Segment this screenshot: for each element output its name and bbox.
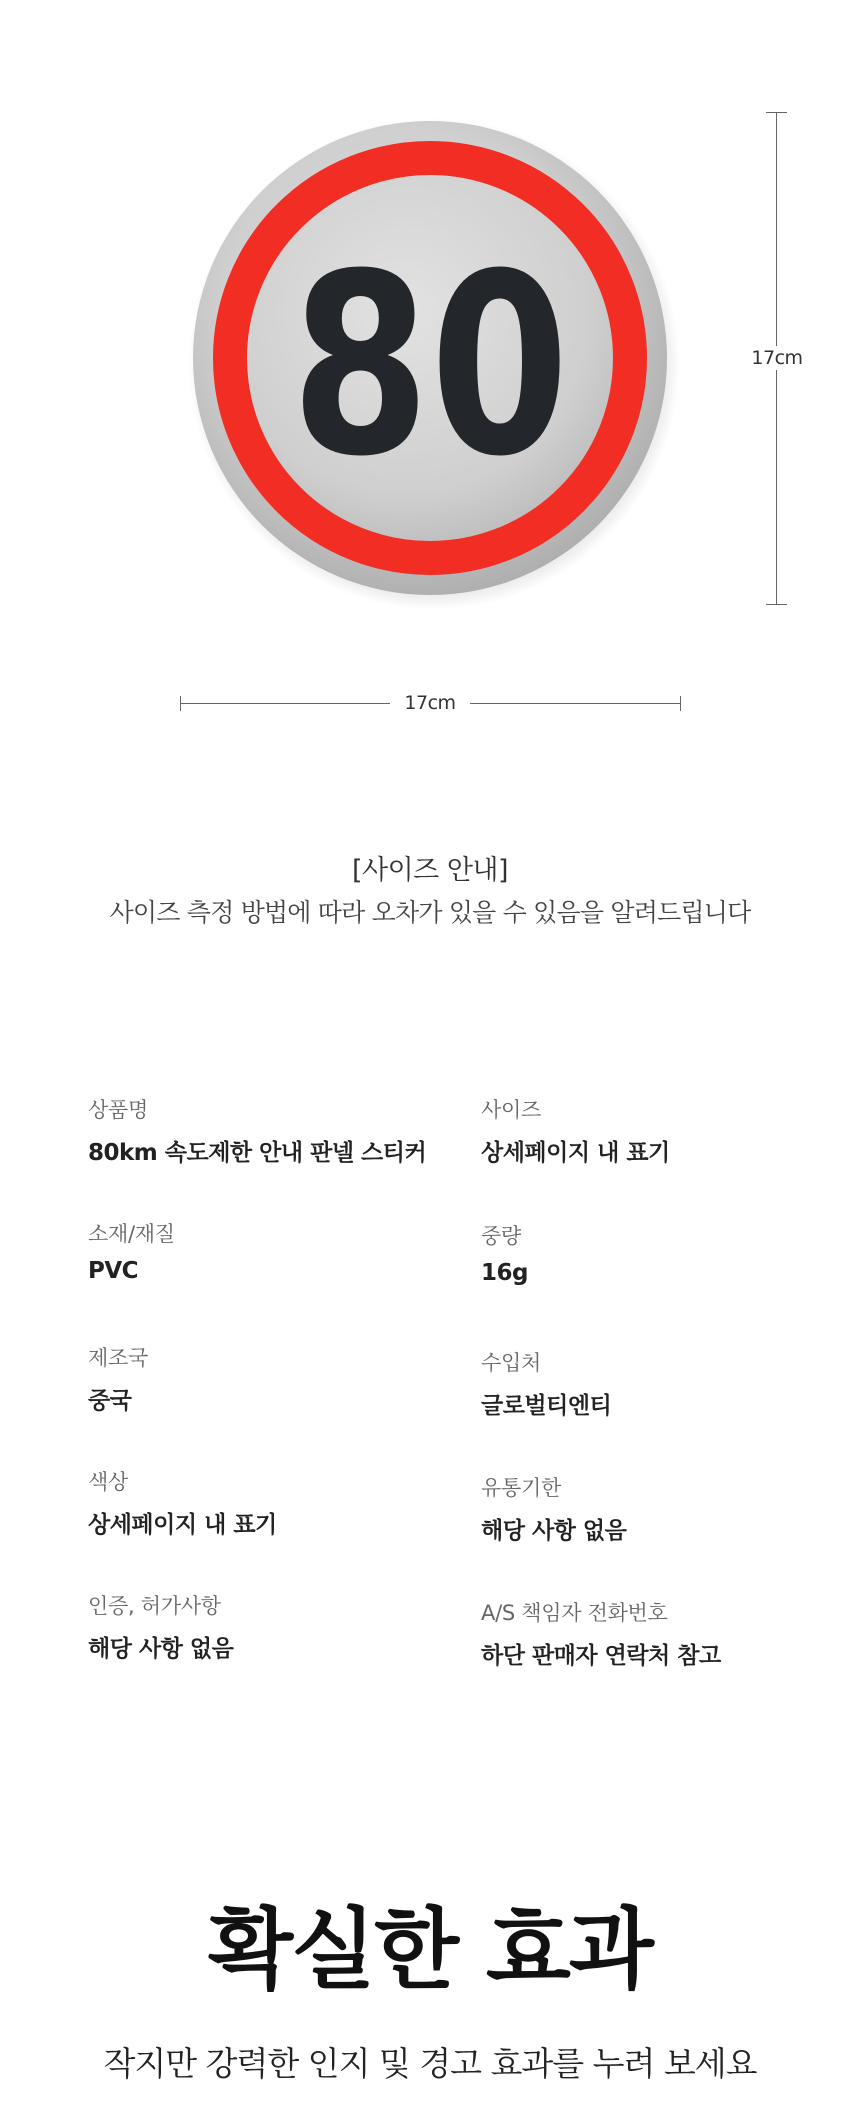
spec-label-importer: 수입처 — [481, 1351, 541, 1375]
height-dimension-cap-bottom — [766, 604, 787, 605]
spec-value-as-contact: 하단 판매자 연락처 참고 — [481, 1643, 721, 1669]
spec-label-color: 색상 — [88, 1470, 128, 1494]
spec-label-weight: 중량 — [481, 1224, 521, 1248]
height-dimension-label: 17cm — [742, 346, 812, 370]
spec-label-as-contact: A/S 책임자 전화번호 — [481, 1601, 668, 1625]
spec-value-expiry: 해당 사항 없음 — [481, 1518, 627, 1544]
size-guide-description: 사이즈 측정 방법에 따라 오차가 있을 수 있음을 알려드립니다 — [109, 898, 751, 927]
sign-number: 80 — [290, 221, 570, 512]
spec-label-size: 사이즈 — [481, 1098, 541, 1122]
spec-value-country: 중국 — [88, 1388, 132, 1414]
promo-headline: 확실한 효과 — [208, 1898, 652, 2001]
width-dimension-label: 17cm — [390, 691, 470, 715]
size-guide-title: [사이즈 안내] — [351, 855, 509, 886]
spec-value-weight: 16g — [481, 1260, 528, 1286]
spec-value-size: 상세페이지 내 표기 — [481, 1140, 670, 1166]
width-dimension-cap-right — [680, 696, 681, 711]
spec-label-expiry: 유통기한 — [481, 1476, 561, 1500]
spec-label-certification: 인증, 허가사항 — [88, 1594, 221, 1618]
spec-value-material: PVC — [88, 1258, 139, 1284]
spec-value-product-name: 80km 속도제한 안내 판넬 스티커 — [88, 1140, 427, 1166]
spec-label-material: 소재/재질 — [88, 1222, 175, 1246]
spec-value-importer: 글로벌티엔티 — [481, 1393, 612, 1419]
spec-value-certification: 해당 사항 없음 — [88, 1636, 234, 1662]
width-dimension-cap-left — [180, 696, 181, 711]
promo-subline: 작지만 강력한 인지 및 경고 효과를 누려 보세요 — [103, 2044, 757, 2083]
speed-limit-sign-image — [180, 108, 680, 608]
height-dimension-cap-top — [766, 112, 787, 113]
spec-label-country: 제조국 — [88, 1346, 148, 1370]
spec-value-color: 상세페이지 내 표기 — [88, 1512, 277, 1538]
spec-label-product-name: 상품명 — [88, 1098, 148, 1122]
